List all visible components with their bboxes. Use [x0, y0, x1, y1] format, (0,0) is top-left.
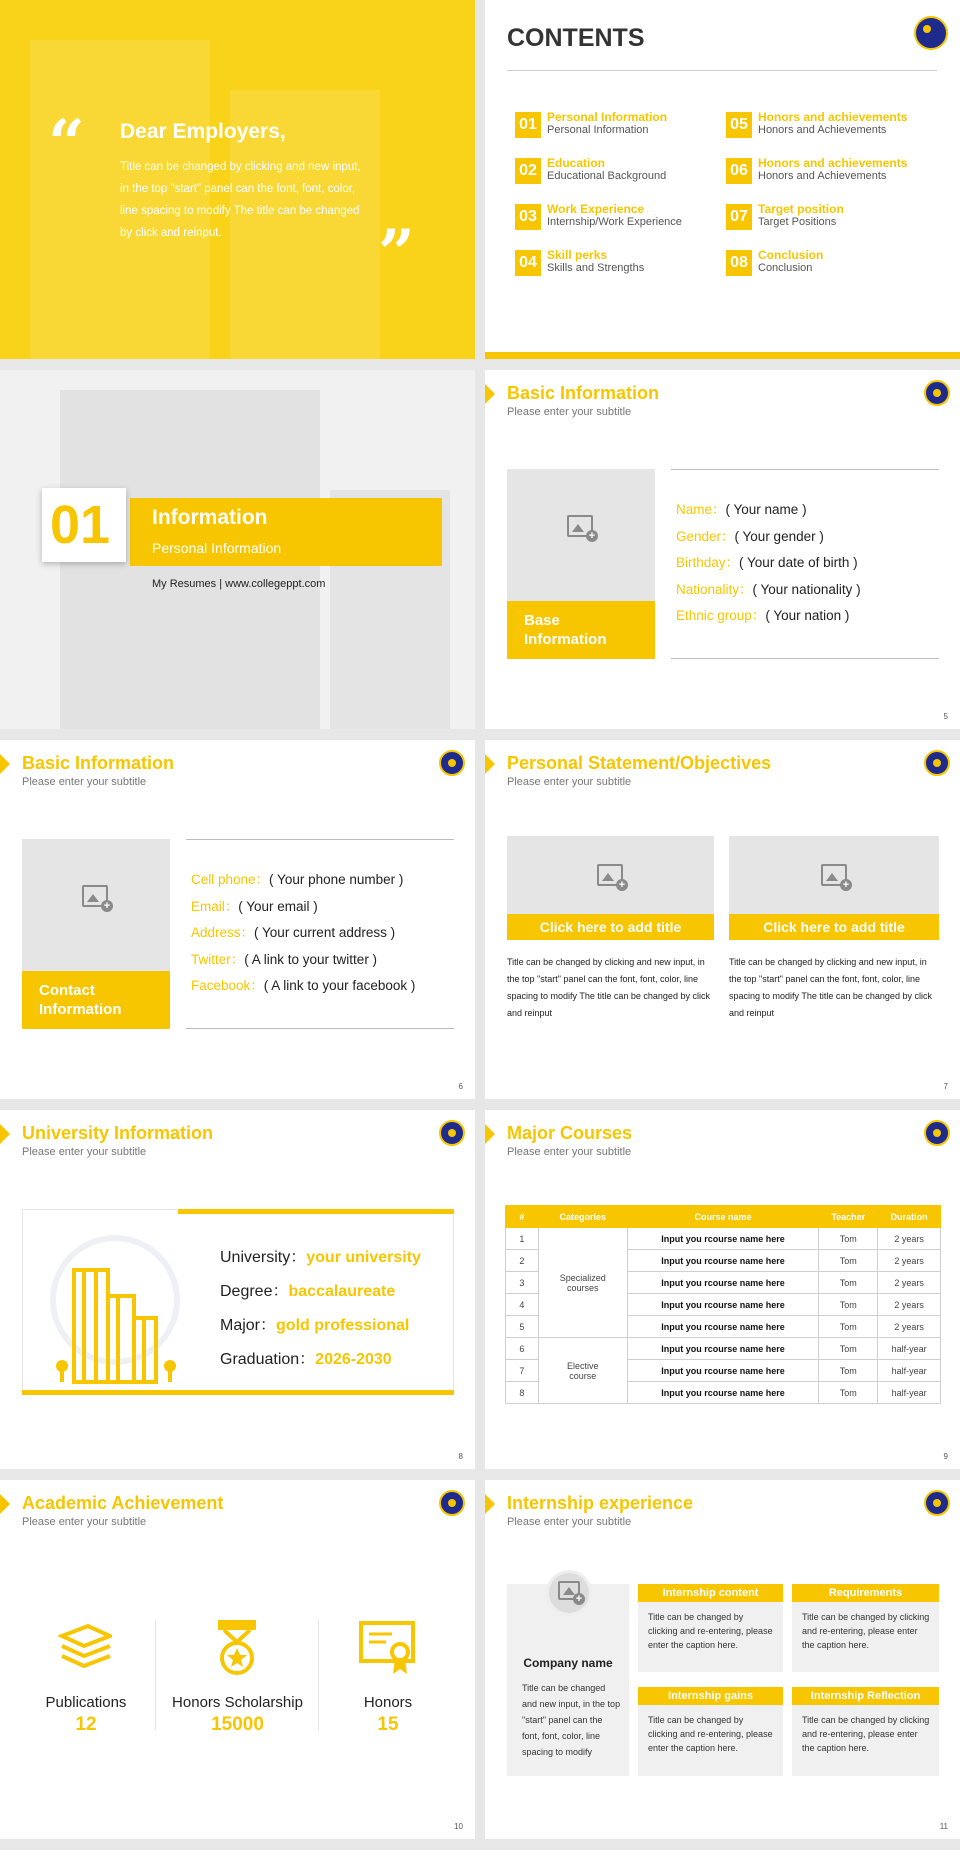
- column-header: Duration: [878, 1206, 941, 1228]
- column-header: Teacher: [819, 1206, 878, 1228]
- info-row: [676, 525, 824, 545]
- info-value: ( Your current address ): [254, 925, 396, 940]
- box-text: Title can be changed by clicking and re-entering, please enter the caption here.: [648, 1715, 773, 1753]
- image-add-icon: [597, 864, 623, 886]
- table-cell: Input you rcourse name here: [627, 1382, 819, 1404]
- slide-subtitle: Please enter your subtitle: [507, 406, 632, 418]
- table-cell: 2 years: [878, 1316, 941, 1338]
- contents-number: 01: [515, 112, 541, 138]
- page-number: 10: [454, 1822, 463, 1831]
- university-logo: [924, 380, 950, 406]
- contents-number: 06: [726, 158, 752, 184]
- university-row: [220, 1346, 392, 1369]
- table-cell: 4: [506, 1294, 539, 1316]
- stat-value: 15000: [211, 1714, 264, 1735]
- divider: [507, 70, 937, 71]
- info-key: Ethnic group：: [676, 608, 766, 623]
- contents-number: 04: [515, 250, 541, 276]
- university-row: [220, 1278, 395, 1301]
- info-value: ( Your date of birth ): [739, 555, 858, 570]
- table-cell: Input you rcourse name here: [627, 1250, 819, 1272]
- info-key: Address：: [191, 925, 255, 940]
- header-arrow-icon: [485, 754, 495, 774]
- table-cell: Tom: [819, 1272, 878, 1294]
- company-text: Title can be changed and new input, in the top "start" panel can the font, font, color, line spacing to modify: [522, 1683, 621, 1757]
- table-cell: 3: [506, 1272, 539, 1294]
- slide-internship-experience: [485, 1480, 960, 1839]
- slide-title: Academic Achievement: [22, 1493, 224, 1513]
- slide-title: Basic Information: [507, 383, 660, 403]
- slide-basic-information: [485, 370, 960, 729]
- stat-label: Publications: [45, 1694, 127, 1711]
- table-cell: 2 years: [878, 1294, 941, 1316]
- university-key: Graduation：: [220, 1351, 316, 1368]
- info-value: ( Your email ): [238, 898, 318, 914]
- university-row: [220, 1244, 421, 1267]
- table-cell: 2 years: [878, 1228, 941, 1250]
- university-row: [220, 1312, 409, 1335]
- image-add-icon: [558, 1581, 580, 1600]
- slide-title: Basic Information: [22, 753, 175, 773]
- table-cell: Input you rcourse name here: [627, 1338, 819, 1360]
- card-title-button[interactable]: Click here to add title: [507, 914, 714, 940]
- photo-placeholder[interactable]: [507, 469, 655, 659]
- slide-title: Internship experience: [507, 1493, 694, 1513]
- info-value: ( A link to your twitter ): [244, 951, 378, 967]
- info-row: [191, 974, 415, 994]
- contents-item-subtitle: Target Positions: [758, 216, 837, 228]
- contents-title: CONTENTS: [507, 24, 645, 52]
- header-arrow-icon: [485, 1124, 495, 1144]
- university-key: Degree：: [220, 1283, 289, 1300]
- card-label: Contact Information: [39, 982, 122, 1018]
- header-arrow-icon: [485, 384, 495, 404]
- stat-label: Honors: [363, 1694, 413, 1711]
- university-key: University：: [220, 1249, 307, 1266]
- table-cell: 2: [506, 1250, 539, 1272]
- contents-item-title[interactable]: Target position: [758, 202, 844, 216]
- page-number: 5: [943, 712, 948, 721]
- table-cell: 2 years: [878, 1272, 941, 1294]
- contents-number: 05: [726, 112, 752, 138]
- column-header: #: [506, 1206, 539, 1228]
- university-logo: [439, 1120, 465, 1146]
- box-text: Title can be changed by clicking and re-entering, please enter the caption here.: [648, 1612, 773, 1650]
- table-cell: Input you rcourse name here: [627, 1360, 819, 1382]
- slide-subtitle: Please enter your subtitle: [22, 776, 147, 788]
- image-add-icon: [567, 515, 593, 537]
- slide1-heading: Dear Employers,: [120, 120, 286, 143]
- table-cell: Input you rcourse name here: [627, 1272, 819, 1294]
- slide-university-information: [0, 1110, 475, 1469]
- page-number: 8: [458, 1452, 463, 1461]
- divider: [671, 469, 939, 470]
- box-text: Title can be changed by clicking and re-entering, please enter the caption here.: [802, 1715, 930, 1753]
- info-key: Name：: [676, 502, 726, 517]
- table-cell: 7: [506, 1360, 539, 1382]
- info-value: ( Your gender ): [734, 528, 824, 544]
- table-cell: Tom: [819, 1338, 878, 1360]
- card-text: Title can be changed by clicking and new input, in the top "start" panel can the font, font, color, line spacing to modify The title can be changed by click and reinput: [729, 957, 932, 1018]
- slide-contact-information: [0, 740, 475, 1099]
- divider: [186, 839, 454, 840]
- contents-item-title[interactable]: Personal Information: [547, 110, 668, 124]
- section-title: Information: [152, 506, 268, 529]
- contents-item-title[interactable]: Work Experience: [547, 202, 645, 216]
- contents-number: 02: [515, 158, 541, 184]
- internship-box: [792, 1584, 939, 1672]
- table-cell: Tom: [819, 1382, 878, 1404]
- certificate-icon: [358, 1620, 416, 1676]
- contents-number: 08: [726, 250, 752, 276]
- contents-item-subtitle: Honors and Achievements: [758, 170, 887, 182]
- internship-box: [792, 1687, 939, 1776]
- info-value: ( Your nationality ): [752, 581, 861, 597]
- table-cell: Input you rcourse name here: [627, 1316, 819, 1338]
- info-key: Nationality：: [676, 581, 753, 597]
- divider: [318, 1620, 319, 1730]
- slide-academic-achievement: [0, 1480, 475, 1839]
- section-number: 01: [50, 495, 111, 555]
- company-logo-placeholder[interactable]: [546, 1570, 592, 1616]
- university-logo: [439, 750, 465, 776]
- contents-item-subtitle: Conclusion: [758, 262, 813, 274]
- column-header: Course name: [627, 1206, 819, 1228]
- info-value: ( A link to your facebook ): [263, 978, 416, 993]
- slide-personal-statement: [485, 740, 960, 1099]
- contents-item-title[interactable]: Conclusion: [758, 248, 824, 262]
- header-arrow-icon: [0, 1494, 10, 1514]
- open-quote-icon: “: [48, 106, 85, 181]
- table-cell: Tom: [819, 1360, 878, 1382]
- section-subtitle: Personal Information: [152, 540, 282, 556]
- medal-icon: [214, 1618, 260, 1678]
- slide-subtitle: Please enter your subtitle: [507, 776, 632, 788]
- university-logo: [439, 1490, 465, 1516]
- page-number: 11: [939, 1822, 948, 1831]
- box-title: Internship content: [638, 1584, 783, 1602]
- table-cell: 6: [506, 1338, 539, 1360]
- page-number: 7: [943, 1082, 948, 1091]
- table-cell: Tom: [819, 1294, 878, 1316]
- stat-label: Honors Scholarship: [172, 1694, 303, 1711]
- university-logo: [924, 750, 950, 776]
- info-row: [676, 498, 807, 518]
- info-row: [676, 604, 849, 624]
- contents-item-subtitle: Personal Information: [547, 124, 649, 136]
- divider: [186, 1028, 454, 1029]
- accent-bar: [22, 1390, 454, 1395]
- university-value: 2026-2030: [315, 1351, 392, 1368]
- section-tagline: My Resumes | www.collegeppt.com: [152, 578, 326, 590]
- slide-title: Major Courses: [507, 1123, 633, 1143]
- slide-subtitle: Please enter your subtitle: [22, 1146, 147, 1158]
- table-cell: Input you rcourse name here: [627, 1294, 819, 1316]
- table-cell: 5: [506, 1316, 539, 1338]
- box-title: Internship gains: [638, 1687, 783, 1705]
- contents-item-title[interactable]: Skill perks: [547, 248, 608, 262]
- info-row: [676, 578, 861, 598]
- contents-item-title[interactable]: Honors and achievements: [758, 110, 908, 124]
- category-cell: Specialized courses: [538, 1228, 627, 1338]
- university-value: your university: [306, 1249, 421, 1266]
- university-logo: [924, 1120, 950, 1146]
- info-value: ( Your nation ): [765, 608, 850, 623]
- card-text: Title can be changed by clicking and new input, in the top "start" panel can the font, font, color, line spacing to modify The title can be changed by click and reinput: [507, 957, 710, 1018]
- page-number: 6: [458, 1082, 463, 1091]
- photo-placeholder[interactable]: [22, 839, 170, 1029]
- info-key: Email：: [191, 898, 239, 914]
- university-logo: [924, 1490, 950, 1516]
- info-value: ( Your name ): [725, 502, 807, 517]
- contents-number: 03: [515, 204, 541, 230]
- internship-box: [638, 1584, 783, 1672]
- table-cell: half-year: [878, 1360, 941, 1382]
- contents-item-subtitle: Educational Background: [547, 170, 667, 182]
- table-cell: Tom: [819, 1316, 878, 1338]
- table-cell: half-year: [878, 1382, 941, 1404]
- photo-placeholder[interactable]: [729, 836, 939, 914]
- university-key: Major：: [220, 1317, 277, 1334]
- university-logo: [914, 16, 948, 50]
- table-row: [506, 1228, 941, 1250]
- table-cell: 1: [506, 1228, 539, 1250]
- info-row: [676, 551, 858, 571]
- divider: [671, 658, 939, 659]
- header-arrow-icon: [485, 1494, 495, 1514]
- contents-item-subtitle: Internship/Work Experience: [547, 216, 682, 228]
- accent-bar: [178, 1209, 454, 1214]
- image-add-icon: [821, 864, 847, 886]
- books-icon: [58, 1622, 112, 1672]
- page-number: 9: [943, 1452, 948, 1461]
- divider: [155, 1620, 156, 1730]
- header-arrow-icon: [0, 754, 10, 774]
- box-text: Title can be changed by clicking and re-entering, please enter the caption here.: [802, 1612, 930, 1650]
- slide-major-courses: [485, 1110, 960, 1469]
- table-cell: 8: [506, 1382, 539, 1404]
- info-key: Twitter：: [191, 951, 245, 967]
- slide-subtitle: Please enter your subtitle: [507, 1516, 632, 1528]
- contents-item-title[interactable]: Honors and achievements: [758, 156, 908, 170]
- box-title: Internship Reflection: [792, 1687, 939, 1705]
- slide-subtitle: Please enter your subtitle: [22, 1516, 147, 1528]
- slide-contents: [485, 0, 960, 359]
- column-header: Categories: [538, 1206, 627, 1228]
- slide-section-01: [0, 370, 475, 729]
- table-cell: Tom: [819, 1250, 878, 1272]
- contents-item-subtitle: Honors and Achievements: [758, 124, 887, 136]
- box-title: Requirements: [792, 1584, 939, 1602]
- contents-item-title[interactable]: Education: [547, 156, 606, 170]
- image-add-icon: [82, 885, 108, 907]
- info-key: Cell phone：: [191, 872, 270, 887]
- info-row: [191, 868, 403, 888]
- category-cell: Elective course: [538, 1338, 627, 1404]
- card-title-button[interactable]: Click here to add title: [729, 914, 939, 940]
- slide-title: Personal Statement/Objectives: [507, 753, 772, 773]
- table-cell: Tom: [819, 1228, 878, 1250]
- card-label: Base Information: [524, 612, 607, 648]
- accent-bar: [485, 352, 960, 359]
- internship-box: [638, 1687, 783, 1776]
- stat-value: 12: [75, 1714, 97, 1735]
- company-name: Company name: [523, 1656, 613, 1670]
- close-quote-icon: ”: [378, 216, 415, 291]
- slide-title: University Information: [22, 1123, 214, 1143]
- slide1-body: Title can be changed by clicking and new input, in the top "start" panel can the font, font, color, line spacing to modify The title can be changed by click and reinput.: [120, 161, 361, 239]
- building-icon: [52, 1260, 192, 1390]
- courses-table: [505, 1205, 941, 1404]
- university-value: gold professional: [276, 1317, 410, 1334]
- table-cell: 2 years: [878, 1250, 941, 1272]
- info-row: [191, 895, 318, 915]
- info-value: ( Your phone number ): [269, 872, 404, 887]
- table-row: [506, 1338, 941, 1360]
- info-key: Birthday：: [676, 555, 740, 570]
- table-cell: half-year: [878, 1338, 941, 1360]
- university-value: baccalaureate: [288, 1283, 396, 1300]
- slide-subtitle: Please enter your subtitle: [507, 1146, 632, 1158]
- info-row: [191, 921, 395, 941]
- info-key: Facebook：: [191, 978, 264, 993]
- header-arrow-icon: [0, 1124, 10, 1144]
- table-cell: Input you rcourse name here: [627, 1228, 819, 1250]
- contents-item-subtitle: Skills and Strengths: [547, 262, 645, 274]
- photo-placeholder[interactable]: [507, 836, 714, 914]
- info-key: Gender：: [676, 528, 735, 544]
- stat-value: 15: [377, 1714, 399, 1735]
- contents-number: 07: [726, 204, 752, 230]
- slide-dear-employers: [0, 0, 475, 359]
- info-row: [191, 948, 377, 968]
